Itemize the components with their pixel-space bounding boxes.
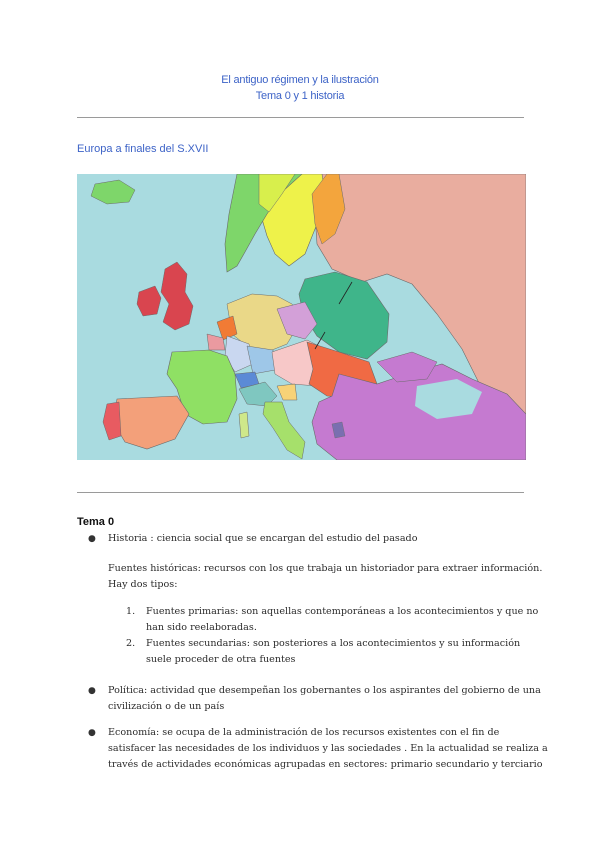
sublist-item-primarias-cont: han sido reelaboradas. <box>146 622 257 633</box>
list-bullet: ● <box>88 686 96 696</box>
list-number: 1. <box>126 606 136 617</box>
list-item-historia: Historia : ciencia social que se encargan del estudio del pasado <box>108 533 418 544</box>
list-number: 2. <box>126 638 136 649</box>
list-item-economia-cont: través de actividades económicas agrupadas en sectores: primario secundario y terciario <box>108 759 543 770</box>
horizontal-rule <box>77 492 524 493</box>
list-item-economia-cont: satisfacer las necesidades de los individuos y las sociedades . En la actualidad se realiza a <box>108 743 548 754</box>
horizontal-rule <box>77 117 524 118</box>
sublist-item-primarias: Fuentes primarias: son aquellas contemporáneas a los acontecimientos y que no <box>146 606 539 617</box>
section-heading-europa: Europa a finales del S.XVII <box>77 143 209 155</box>
list-bullet: ● <box>88 534 96 544</box>
list-bullet: ● <box>88 728 96 738</box>
list-item-economia: Economía: se ocupa de la administración de los recursos existentes con el fin de <box>108 727 500 738</box>
section-heading-tema: Tema 0 <box>77 516 115 528</box>
europe-map-image <box>77 174 526 460</box>
paragraph-fuentes: Fuentes históricas: recursos con los que trabaja un historiador para extraer información. <box>108 563 543 574</box>
document-title: El antiguo régimen y la ilustración <box>221 74 379 86</box>
paragraph-fuentes-cont: Hay dos tipos: <box>108 579 178 590</box>
europe-map-graphic <box>77 174 526 460</box>
list-item-politica-cont: civilización o de un país <box>108 701 225 712</box>
sublist-item-secundarias: Fuentes secundarias: son posteriores a los acontecimientos y su información <box>146 638 521 649</box>
document-subtitle: Tema 0 y 1 historia <box>255 90 345 102</box>
sublist-item-secundarias-cont: suele proceder de otra fuentes <box>146 654 296 665</box>
list-item-politica: Política: actividad que desempeñan los gobernantes o los aspirantes del gobierno de una <box>108 685 541 696</box>
